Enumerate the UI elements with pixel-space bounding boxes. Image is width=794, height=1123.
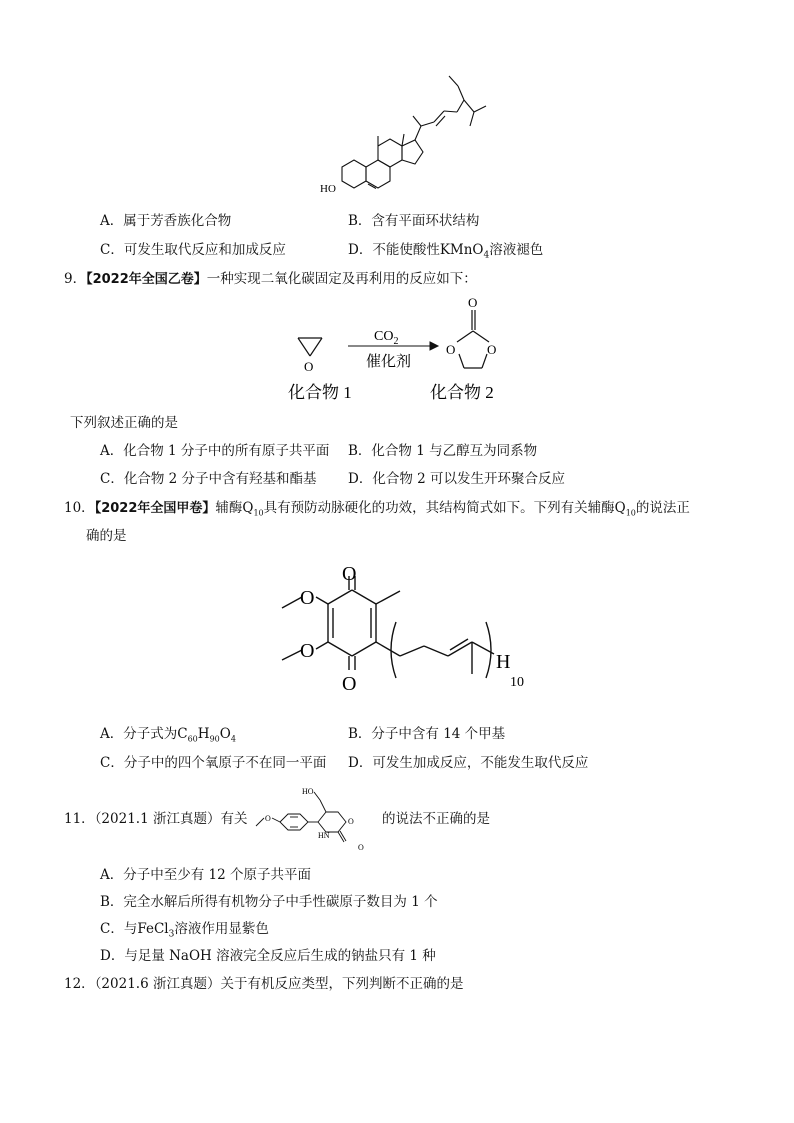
q10-q-sub: 10 (253, 508, 264, 518)
q9-carbonate-o-right: O (487, 342, 497, 357)
q11-stem-b: 的说法不正确的是 (382, 811, 490, 827)
q8-option-d-suffix: 溶液褪色 (489, 242, 544, 258)
q9-option-c: C．化合物 2 分子中含有羟基和酯基 (100, 471, 317, 487)
q9-compound1-label: 化合物 1 (288, 383, 352, 402)
q10-formula-c-sub: 60 (187, 734, 198, 744)
q9-stem-text: 一种实现二氧化碳固定及再利用的反应如下： (206, 271, 477, 287)
q10-q-letter: Q (242, 500, 254, 516)
q9-carbonate-o-top: O (468, 295, 478, 310)
q10-source: 【2022年全国甲卷】 (94, 501, 216, 516)
q10-o-top: O (342, 563, 357, 585)
q9-stem (64, 270, 477, 289)
q10-stem (64, 499, 690, 523)
q8-option-d-prefix: D．不能使酸性 (348, 242, 440, 258)
q9-source: 【2022年全国乙卷】 (86, 272, 207, 287)
q11-o-ring: O (348, 817, 354, 826)
q11-ho-label: HO (302, 787, 314, 796)
q11-structure (254, 780, 380, 852)
q9-reagent: $CO_2$ (374, 329, 399, 347)
q11-option-c (100, 920, 269, 944)
q10-n-label: 10 (510, 675, 524, 690)
coenzyme-q10-structure (272, 558, 532, 708)
q10-stem-d: 确的是 (86, 528, 127, 544)
q10-o-methoxy-1: O (300, 587, 315, 609)
q9-question: 下列叙述正确的是 (70, 415, 178, 431)
q10-formula-h-sub: 90 (209, 734, 220, 744)
q10-option-b: B．分子中含有 14 个甲基 (348, 726, 506, 742)
q10-formula-c: C (177, 726, 188, 742)
q11-hn-label: HN (318, 831, 330, 840)
q10-o-bottom: O (342, 673, 357, 695)
q9-epoxide-o: O (304, 359, 314, 374)
q8-option-c: C．可发生取代反应和加成反应 (100, 242, 286, 258)
q11-o-carbonyl: O (358, 843, 364, 852)
q12-text: （2021.6 浙江真题）关于有机反应类型，下列判断不正确的是 (94, 976, 464, 992)
q11-option-c-formula: FeCl (137, 921, 169, 937)
q8-option-d-sub: 4 (483, 250, 490, 261)
q10-q-letter-2: Q (614, 500, 626, 516)
q11-o-methoxy: O (265, 814, 271, 823)
q10-formula-o: O (219, 726, 231, 742)
q8-option-b: B．含有平面环状结构 (348, 213, 480, 229)
q10-option-a-prefix: A．分子式为 (100, 726, 178, 742)
q9-number: 9． (64, 271, 87, 287)
q9-option-d: D．化合物 2 可以发生开环聚合反应 (348, 471, 565, 487)
q12-stem (64, 975, 463, 993)
q10-stem-a: 辅酶 (215, 500, 243, 516)
q12-number: 12． (64, 976, 95, 992)
q11-source: （2021.1 浙江真题）有关 (94, 811, 248, 827)
q10-option-d: D．可发生加成反应，不能发生取代反应 (348, 755, 589, 771)
q9-compound2-label: 化合物 2 (430, 383, 494, 402)
q11-option-a: A．分子中至少有 12 个原子共平面 (100, 867, 312, 883)
q11-option-c-sub: 3 (168, 929, 175, 940)
q9-catalyst: 催化剂 (366, 354, 412, 370)
q10-formula-h: H (197, 726, 210, 742)
q10-q-sub-2: 10 (625, 508, 636, 518)
q9-option-a: A．化合物 1 分子中的所有原子共平面 (100, 443, 330, 459)
q8-option-d (348, 241, 543, 265)
q10-number: 10． (64, 500, 95, 516)
q8-option-a: A．属于芳香族化合物 (100, 213, 232, 229)
steroid-structure-image (318, 64, 490, 202)
q11-option-c-prefix: C．与 (100, 921, 138, 937)
q10-h-label: H (496, 651, 511, 673)
steroid-ho-label: HO (320, 183, 336, 195)
q10-option-c: C．分子中的四个氧原子不在同一平面 (100, 755, 327, 771)
q10-stem-c: 的说法正 (635, 500, 690, 516)
q11-option-b: B．完全水解后所得有机物分子中手性碳原子数目为 1 个 (100, 894, 438, 910)
q11-option-c-suffix: 溶液作用显紫色 (174, 921, 269, 937)
q10-stem-b: 具有预防动脉硬化的功效，其结构简式如下。下列有关辅酶 (263, 500, 615, 516)
q11-stem-a (64, 810, 247, 828)
q10-option-a (100, 725, 236, 749)
q11-number: 11． (64, 811, 95, 827)
q8-option-d-formula: KMnO (439, 242, 484, 258)
q9-option-b: B．化合物 1 与乙醇互为同系物 (348, 443, 538, 459)
q9-carbonate-o-left: O (446, 342, 456, 357)
q9-reaction-scheme (280, 294, 520, 406)
q10-o-methoxy-2: O (300, 640, 315, 662)
q10-formula-o-sub: 4 (230, 734, 236, 744)
q11-option-d: D．与足量 NaOH 溶液完全反应后生成的钠盐只有 1 种 (100, 948, 436, 964)
